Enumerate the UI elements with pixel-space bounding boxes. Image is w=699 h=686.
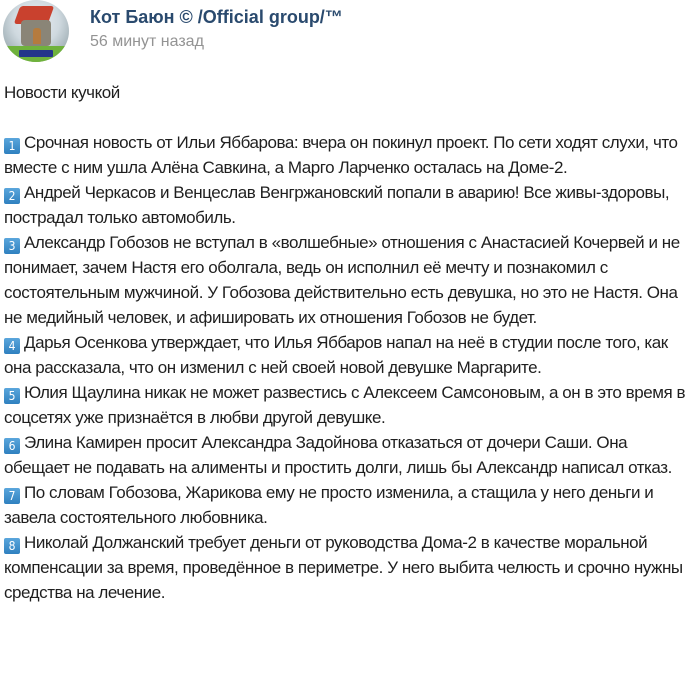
avatar-logo-icon (19, 50, 53, 57)
news-item (4, 230, 694, 330)
keycap-5-icon: 5 (4, 388, 20, 404)
keycap-7-icon: 7 (4, 488, 20, 504)
post-header (0, 0, 699, 70)
keycap-3-icon: 3 (4, 238, 20, 254)
post-body (4, 80, 694, 605)
author-name-link[interactable]: Кот Баюн © /Official group/™ (90, 7, 343, 27)
post-heading: Новости кучкой (4, 83, 120, 102)
news-item (4, 130, 694, 180)
keycap-8-icon: 8 (4, 538, 20, 554)
news-item-text: Юлия Щаулина никак не может развестись с Алексеем Самсоновым, а он в это время в соцсетях уже признаётся в любви другой девушке. (4, 383, 686, 427)
post-timestamp[interactable]: 56 минут назад (90, 33, 204, 50)
news-item-text: Дарья Осенкова утверждает, что Илья Яббаров напал на неё в студии после того, как она рассказала, что он изменил с ней своей новой девушке Маргарите. (4, 333, 668, 377)
keycap-4-icon: 4 (4, 338, 20, 354)
news-item-text: Элина Камирен просит Александра Задойнова отказаться от дочери Саши. Она обещает не подавать на алименты и простить долги, лишь бы Александр написал отказ. (4, 433, 672, 477)
news-item-text: По словам Гобозова, Жарикова ему не просто изменила, а стащила у него деньги и завела состоятельного любовника. (4, 483, 654, 527)
keycap-1-icon: 1 (4, 138, 20, 154)
news-item (4, 330, 694, 380)
news-item-text: Срочная новость от Ильи Яббарова: вчера он покинул проект. По сети ходят слухи, что вместе с ним ушла Алёна Савкина, а Марго Ларченко осталась на Доме-2. (4, 133, 678, 177)
keycap-2-icon: 2 (4, 188, 20, 204)
news-item (4, 530, 694, 605)
news-item (4, 180, 694, 230)
keycap-6-icon: 6 (4, 438, 20, 454)
news-item-text: Николай Должанский требует деньги от руководства Дома-2 в качестве моральной компенсации за время, проведённое в периметре. У него выбита челюсть и срочно нужны средства на лечение. (4, 533, 683, 602)
group-avatar[interactable] (3, 0, 69, 62)
news-item (4, 480, 694, 530)
news-item-text: Александр Гобозов не вступал в «волшебные» отношения с Анастасией Кочервей и не понимает, зачем Настя его оболгала, ведь он исполнил её мечту и познакомил с состоятельным мужчиной. У Гобозова действительно есть девушка, но это не Настя. Она не медийный человек, и афишировать их отношения Гобозов не будет. (4, 233, 680, 327)
house-door-icon (33, 28, 41, 44)
news-item (4, 380, 694, 430)
news-item-text: Андрей Черкасов и Венцеслав Венгржановский попали в аварию! Все живы-здоровы, пострадал только автомобиль. (4, 183, 670, 227)
news-item (4, 430, 694, 480)
